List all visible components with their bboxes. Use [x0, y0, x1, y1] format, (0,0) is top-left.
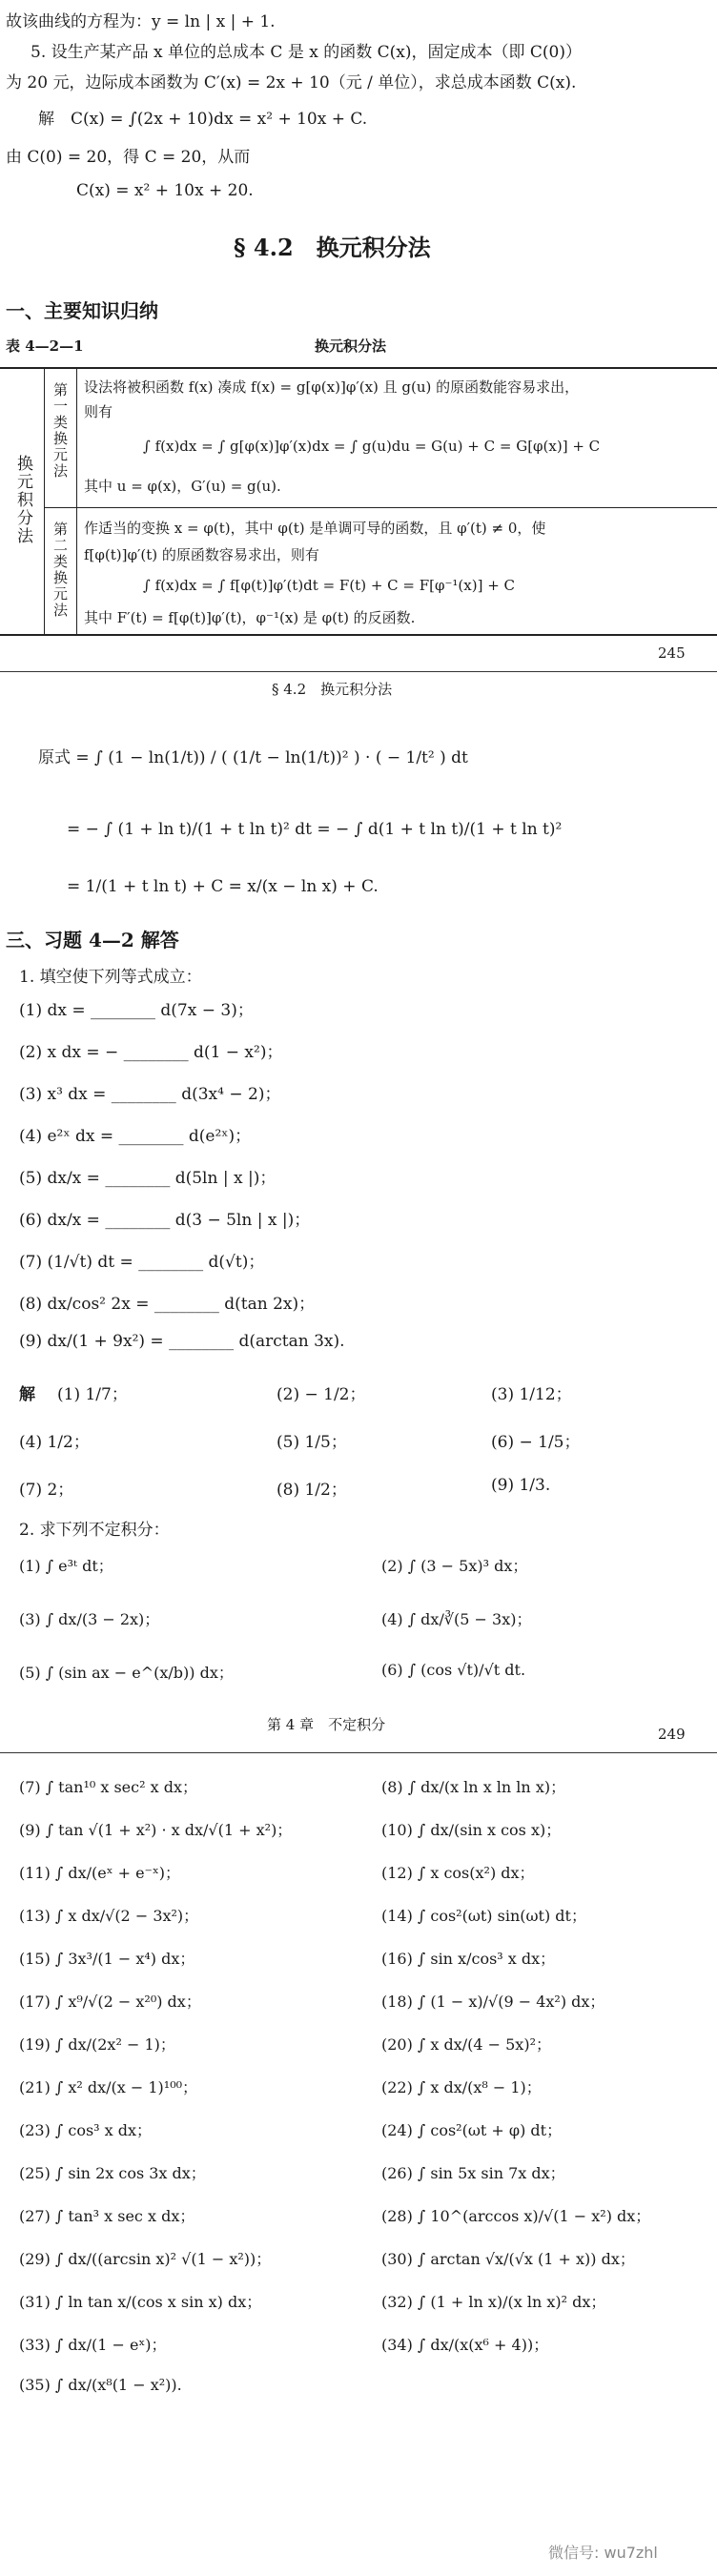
page-number: 249 — [658, 1726, 686, 1743]
answer: (8) 1/2； — [277, 1481, 347, 1500]
integral-item: (19) ∫ dx/(2x² − 1)； — [19, 2035, 175, 2054]
integral-item: (24) ∫ cos²(ωt + φ) dt； — [381, 2121, 563, 2139]
answer: (6) − 1/5； — [491, 1433, 581, 1452]
fill-in-item: (5) dx/x = ________ d(5ln | x |)； — [19, 1169, 277, 1188]
text-line: 由 C(0) = 20，得 C = 20，从而 — [6, 148, 251, 167]
integral-item: (26) ∫ sin 5x sin 7x dx； — [381, 2164, 565, 2182]
page-number: 245 — [658, 644, 686, 662]
text-line: C(x) = x² + 10x + 20. — [76, 181, 254, 200]
answer: (1) 1/7； — [57, 1385, 128, 1404]
fill-in-item: (1) dx = ________ d(7x − 3)； — [19, 1001, 254, 1020]
heading: 三、习题 4—2 解答 — [6, 929, 179, 951]
table-text: 其中 u = φ(x)，G′(u) = g(u). — [84, 478, 281, 495]
integral-item: (11) ∫ dx/(eˣ + e⁻ˣ)； — [19, 1864, 181, 1882]
answer: (9) 1/3. — [491, 1476, 551, 1495]
section-title: § 4.2 换元积分法 — [234, 234, 431, 261]
row-label: 第二类换元法 — [51, 521, 69, 619]
formula-line: = − ∫ (1 + ln t)/(1 + t ln t)² dt = − ∫ d(1 + t ln t)/(1 + t ln t)² — [67, 820, 563, 839]
answer: (2) − 1/2； — [277, 1385, 366, 1404]
integral-item: (27) ∫ tan³ x sec x dx； — [19, 2207, 195, 2225]
integral-item: (28) ∫ 10^(arccos x)/√(1 − x²) dx； — [381, 2207, 651, 2225]
table-formula: ∫ f(x)dx = ∫ g[φ(x)]φ′(x)dx = ∫ g(u)du = G(u) + C = G[φ(x)] + C — [143, 438, 601, 455]
row-label: 第一类换元法 — [51, 382, 69, 480]
method-table — [0, 367, 717, 636]
integral-item: (9) ∫ tan √(1 + x²) · x dx/√(1 + x²)； — [19, 1821, 293, 1839]
integral-item: (32) ∫ (1 + ln x)/(x ln x)² dx； — [381, 2293, 606, 2311]
running-header: 第 4 章 不定积分 — [267, 1716, 386, 1733]
integral-item: (6) ∫ (cos √t)/√t dt. — [381, 1661, 526, 1679]
answer: (3) 1/12； — [491, 1385, 572, 1404]
text-line: 故该曲线的方程为：y = ln | x | + 1. — [6, 12, 276, 31]
integral-item: (17) ∫ x⁹/√(2 − x²⁰) dx； — [19, 1993, 201, 2011]
integral-item: (2) ∫ (3 − 5x)³ dx； — [381, 1557, 528, 1575]
solution-line: 解 C(x) = ∫(2x + 10)dx = x² + 10x + C. — [38, 110, 368, 129]
integral-item: (13) ∫ x dx/√(2 − 3x²)； — [19, 1907, 199, 1925]
table-side-label: 换元积分法 — [13, 455, 32, 545]
fill-in-item: (4) e²ˣ dx = ________ d(e²ˣ)； — [19, 1127, 252, 1146]
answer: (4) 1/2； — [19, 1433, 90, 1452]
question-title: 2. 求下列不定积分： — [19, 1521, 170, 1540]
fill-in-item: (6) dx/x = ________ d(3 − 5ln | x |)； — [19, 1211, 311, 1230]
integral-item: (25) ∫ sin 2x cos 3x dx； — [19, 2164, 206, 2182]
integral-item: (33) ∫ dx/(1 − eˣ)； — [19, 2336, 167, 2354]
text-line: 为 20 元，边际成本函数为 C′(x) = 2x + 10（元 / 单位），求总成本函数 C(x). — [6, 73, 577, 92]
table-text: 设法将被积函数 f(x) 凑成 f(x) = g[φ(x)]φ′(x) 且 g(u) 的原函数能容易求出， — [84, 378, 580, 396]
integral-item: (10) ∫ dx/(sin x cos x)； — [381, 1821, 562, 1839]
integral-item: (35) ∫ dx/(x⁸(1 − x²)). — [19, 2376, 182, 2394]
integral-item: (22) ∫ x dx/(x⁸ − 1)； — [381, 2078, 542, 2096]
integral-item: (3) ∫ dx/(3 − 2x)； — [19, 1610, 160, 1628]
answer: (7) 2； — [19, 1481, 74, 1500]
integral-item: (30) ∫ arctan √x/(√x (1 + x)) dx； — [381, 2250, 635, 2268]
integral-item: (14) ∫ cos²(ωt) sin(ωt) dt； — [381, 1907, 586, 1925]
integral-item: (8) ∫ dx/(x ln x ln ln x)； — [381, 1778, 566, 1796]
fill-in-item: (9) dx/(1 + 9x²) = ________ d(arctan 3x). — [19, 1332, 345, 1351]
fill-in-item: (2) x dx = − ________ d(1 − x²)； — [19, 1043, 283, 1062]
integral-item: (16) ∫ sin x/cos³ x dx； — [381, 1950, 556, 1968]
integral-item: (18) ∫ (1 − x)/√(9 − 4x²) dx； — [381, 1993, 605, 2011]
integral-item: (23) ∫ cos³ x dx； — [19, 2121, 153, 2139]
integral-item: (1) ∫ e³ᵗ dt； — [19, 1557, 113, 1575]
heading: 一、主要知识归纳 — [6, 299, 158, 322]
table-text: f[φ(t)]φ′(t) 的原函数容易求出，则有 — [84, 546, 319, 563]
integral-item: (7) ∫ tan¹⁰ x sec² x dx； — [19, 1778, 197, 1796]
formula-line: 原式 = ∫ (1 − ln(1/t)) / ( (1/t − ln(1/t))² ) · ( − 1/t² ) dt — [38, 748, 468, 767]
text-line: 5. 设生产某产品 x 单位的总成本 C 是 x 的函数 C(x)，固定成本（即 C(0)） — [31, 43, 582, 62]
integral-item: (34) ∫ dx/(x(x⁶ + 4))； — [381, 2336, 549, 2354]
watermark: 微信号: wu7zhl — [548, 2544, 658, 2562]
formula-line: = 1/(1 + t ln t) + C = x/(x − ln x) + C. — [67, 877, 379, 896]
integral-item: (29) ∫ dx/((arcsin x)² √(1 − x²))； — [19, 2250, 272, 2268]
table-text: 其中 F′(t) = f[φ(t)]φ′(t)，φ⁻¹(x) 是 φ(t) 的反函数. — [84, 609, 416, 626]
integral-item: (12) ∫ x cos(x²) dx； — [381, 1864, 535, 1882]
answer-label: 解 — [19, 1385, 35, 1404]
fill-in-item: (8) dx/cos² 2x = ________ d(tan 2x)； — [19, 1295, 316, 1314]
table-caption: 表 4—2—1 — [6, 337, 84, 355]
integral-item: (4) ∫ dx/∛(5 − 3x)； — [381, 1610, 532, 1628]
table-caption: 换元积分法 — [315, 337, 387, 355]
table-formula: ∫ f(x)dx = ∫ f[φ(t)]φ′(t)dt = F(t) + C = F[φ⁻¹(x)] + C — [143, 577, 516, 594]
integral-item: (15) ∫ 3x³/(1 − x⁴) dx； — [19, 1950, 195, 1968]
fill-in-item: (7) (1/√t) dt = ________ d(√t)； — [19, 1253, 265, 1272]
integral-item: (5) ∫ (sin ax − e^(x/b)) dx； — [19, 1664, 234, 1682]
integral-item: (31) ∫ ln tan x/(cos x sin x) dx； — [19, 2293, 262, 2311]
question-title: 1. 填空使下列等式成立： — [19, 968, 202, 987]
answer: (5) 1/5； — [277, 1433, 347, 1452]
integral-item: (20) ∫ x dx/(4 − 5x)²； — [381, 2035, 551, 2054]
table-text: 作适当的变换 x = φ(t)，其中 φ(t) 是单调可导的函数，且 φ′(t) ≠ 0，使 — [84, 520, 546, 537]
fill-in-item: (3) x³ dx = ________ d(3x⁴ − 2)； — [19, 1085, 281, 1104]
table-text: 则有 — [84, 403, 113, 420]
integral-item: (21) ∫ x² dx/(x − 1)¹⁰⁰； — [19, 2078, 198, 2096]
running-header: § 4.2 换元积分法 — [272, 681, 393, 698]
